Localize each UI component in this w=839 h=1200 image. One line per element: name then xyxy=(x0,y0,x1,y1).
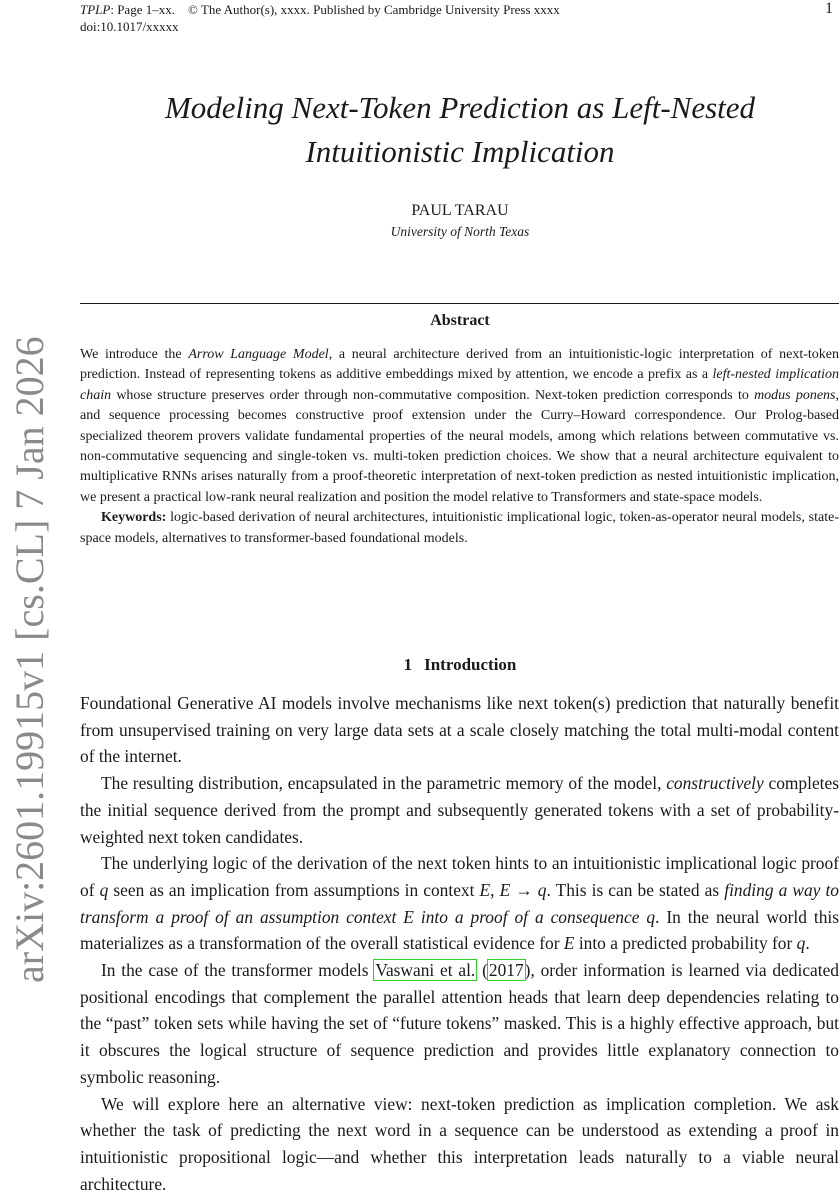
abstract-paragraph xyxy=(80,345,839,508)
citation-link[interactable]: Vaswani et al. xyxy=(375,960,476,981)
keywords-text: logic-based derivation of neural architectures, intuitionistic implicational logic, token-as-operator neural models, state-space models, alternatives to transformer-based foundational models. xyxy=(80,510,839,546)
paragraph-5: We will explore here an alternative view: next-token prediction as implication completion. We ask whether the task of predicting the next word in a sequence can be understood as extending a proof in intuitionistic propositional logic—and whether this interpretation leads naturally to a viable neural architecture. xyxy=(80,1093,839,1194)
section-title: Introduction xyxy=(424,655,517,674)
journal-name: TPLP xyxy=(80,2,111,17)
abstract-text: , and sequence processing becomes constructive proof extension under the Curry–Howard correspondence. Our Prolog-based specialized theorem provers validate fundamental properties of the neural models, among which relations between commutative vs. non-commutative sequencing and single-token vs. multi-token prediction choices. We show that a neural architecture equivalent to multiplicative RNNs arises naturally from a proof-theoretic interpretation of next-token prediction as nested intuitionistic implication, we present a practical low-rank neural realization and position the model relative to Transformers and state-space models. xyxy=(80,387,839,505)
math-variable: q xyxy=(796,933,806,954)
arxiv-sidebar-stamp: arXiv:2601.19915v1 [cs.CL] 7 Jan 2026 xyxy=(7,336,52,983)
math-variable: q xyxy=(99,879,109,900)
math-variable: E xyxy=(479,879,491,900)
section-heading xyxy=(80,655,839,675)
copyright-notice: © The Author(s), xxxx. Published by Cambridge University Press xxxx xyxy=(187,2,560,17)
text-run: . xyxy=(805,933,810,954)
main-text xyxy=(80,690,839,1197)
text-run: The underlying logic of the derivation of the next token hints to an intuitionistic implicational logic proof of xyxy=(80,853,839,900)
math-variable: E xyxy=(499,879,511,900)
paragraph-4 xyxy=(80,957,839,1091)
text-run: into a predicted probability for xyxy=(574,933,797,954)
math-variable: E xyxy=(563,933,575,954)
author-name: PAUL TARAU xyxy=(411,202,509,219)
text-run: ) xyxy=(524,960,531,981)
author-affiliation: University of North Texas xyxy=(390,224,530,239)
text-run: completes the initial sequence derived from the prompt and subsequently generated tokens with a set of probability-weighted next token candidates. xyxy=(80,773,839,847)
abstract-divider xyxy=(80,303,839,304)
abstract-emphasis: Arrow Language Model xyxy=(188,347,329,362)
keywords xyxy=(80,508,839,549)
emphasis: constructively xyxy=(666,773,764,794)
page-number: 1 xyxy=(825,0,833,17)
journal-pages: : Page 1–xx. xyxy=(110,2,175,17)
paragraph-2 xyxy=(80,770,839,850)
paragraph-1: Foundational Generative AI models involve mechanisms like next token(s) prediction that naturally benefit from unsupervised training on very large data sets at a scale closely matching the total multi-modal content of the internet. xyxy=(80,693,839,767)
section-number: 1 xyxy=(403,655,413,674)
implication-arrow: → xyxy=(510,879,538,900)
abstract-text: whose structure preserves order through non-commutative composition. Next-token prediction corresponds to xyxy=(111,387,755,403)
emphasis: finding a way to transform a proof of an assumption context E into a proof of a consequence q xyxy=(80,879,839,927)
abstract-text: , a neural architecture derived from an intuitionistic-logic interpretation of next-token prediction. Instead of representing tokens as additive embeddings mixed by attention, we encode a prefix as a xyxy=(80,347,839,383)
abstract-body xyxy=(80,345,839,549)
text-run: , xyxy=(490,879,500,900)
paragraph-3 xyxy=(80,850,839,957)
abstract-heading: Abstract xyxy=(430,312,490,329)
citation-year-link[interactable]: 2017 xyxy=(488,960,524,981)
keywords-label: Keywords: xyxy=(101,510,167,526)
text-run: . This is can be stated as xyxy=(546,879,725,900)
text-run: In the case of the transformer models xyxy=(101,960,375,981)
math-variable: q xyxy=(537,879,547,900)
text-run: The resulting distribution, encapsulated in the parametric memory of the model, xyxy=(101,773,667,794)
running-header xyxy=(80,1,560,35)
title-line-2: Intuitionistic Implication xyxy=(305,134,615,169)
paper-title xyxy=(80,86,839,174)
text-run: ( xyxy=(476,960,488,981)
doi: doi:10.1017/xxxxx xyxy=(80,19,179,34)
text-run: seen as an implication from assumptions in context xyxy=(108,879,480,900)
abstract-text: We introduce the xyxy=(80,347,189,362)
abstract-emphasis: modus ponens xyxy=(754,387,836,403)
title-line-1: Modeling Next-Token Prediction as Left-Nested xyxy=(164,90,756,125)
text-run: . In the neural world this materializes as a transformation of the overall statistical evidence for xyxy=(80,906,839,954)
text-run: , order information is learned via dedicated positional encodings that complement the parallel attention heads that learn deep dependencies relating to the “past” token sets while having the set of “future tokens” masked. This is a highly effective approach, but it obscures the logical structure of sequence prediction and provides little explanatory connection to symbolic reasoning. xyxy=(80,960,839,1087)
abstract-emphasis: left-nested implication chain xyxy=(80,367,839,403)
